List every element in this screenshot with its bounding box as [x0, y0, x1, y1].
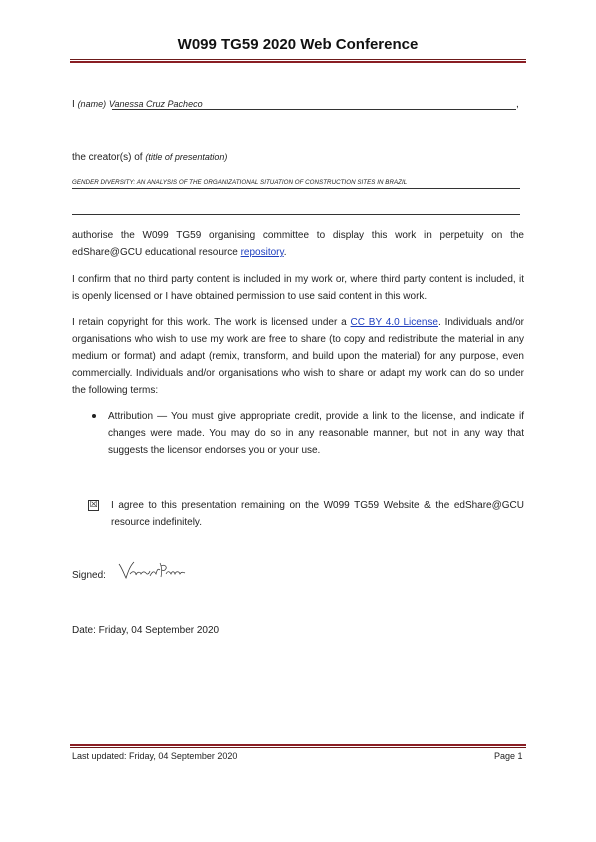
confirm-paragraph: I confirm that no third party content is included in my work or, where third party content is included, it is openly licensed or I have obtained permission to use said content in this work.: [72, 274, 524, 302]
name-value[interactable]: Vanessa Cruz Pacheco: [108, 99, 203, 109]
date-text: Date: Friday, 04 September 2020: [72, 625, 220, 636]
presentation-title-value[interactable]: GENDER DIVERSITY: AN ANALYSIS OF THE ORGANIZATIONAL SITUATION OF CONSTRUCTION SITES IN BRAZIL: [72, 179, 408, 186]
creator-label: the creator(s) of: [72, 152, 143, 163]
name-underline: [112, 109, 516, 110]
repository-link[interactable]: repository: [240, 247, 284, 258]
attribution-bullet: Attribution — You must give appropriate credit, provide a link to the license, and indicate if changes were made. You may do so in any reasonable manner, but not in any way that suggests the licensor endorses you or your use.: [108, 411, 524, 456]
signed-label: Signed:: [72, 570, 106, 581]
copyright-paragraph: [72, 314, 524, 399]
license-link[interactable]: CC BY 4.0 License: [350, 317, 438, 328]
name-suffix: ,: [516, 99, 519, 110]
title-label: (title of presentation): [145, 152, 228, 162]
header-rule-bottom: [70, 61, 526, 63]
bullet-icon: [92, 414, 96, 418]
authorise-paragraph: [72, 227, 524, 261]
name-label: (name): [77, 99, 107, 109]
name-line: [72, 96, 203, 113]
copyright-end: . Individuals and/or organisations who wish to use my work are free to share (to copy and redistribute the material in any medium or format) and adapt (remix, transform, and build upon the material) for any purpose, even commercially. Individuals and/or organisations who wish to share or adapt my work can do so under the following terms:: [72, 317, 524, 396]
creator-line: [72, 149, 227, 166]
i-prefix: I: [72, 99, 75, 110]
copyright-start: I retain copyright for this work. The work is licensed under a: [72, 317, 347, 328]
footer-rule-bottom: [70, 747, 526, 748]
footer-rule-top: [70, 744, 526, 746]
footer-page-number: Page 1: [494, 751, 523, 761]
authorise-end: .: [283, 247, 287, 258]
signature-image: [116, 558, 188, 584]
page-title: W099 TG59 2020 Web Conference: [177, 36, 419, 53]
header-rule-top: [70, 59, 526, 60]
title-underline-1: [72, 188, 520, 189]
title-underline-2: [72, 214, 520, 215]
authorise-text: authorise the W099 TG59 organising committee to display this work in perpetuity on the edShare@GCU educational resource: [72, 230, 524, 258]
footer-last-updated: Last updated: Friday, 04 September 2020: [72, 751, 238, 761]
agree-text: I agree to this presentation remaining on the W099 TG59 Website & the edShare@GCU resource indefinitely.: [111, 500, 524, 528]
agree-checkbox[interactable]: ☒: [89, 500, 98, 510]
